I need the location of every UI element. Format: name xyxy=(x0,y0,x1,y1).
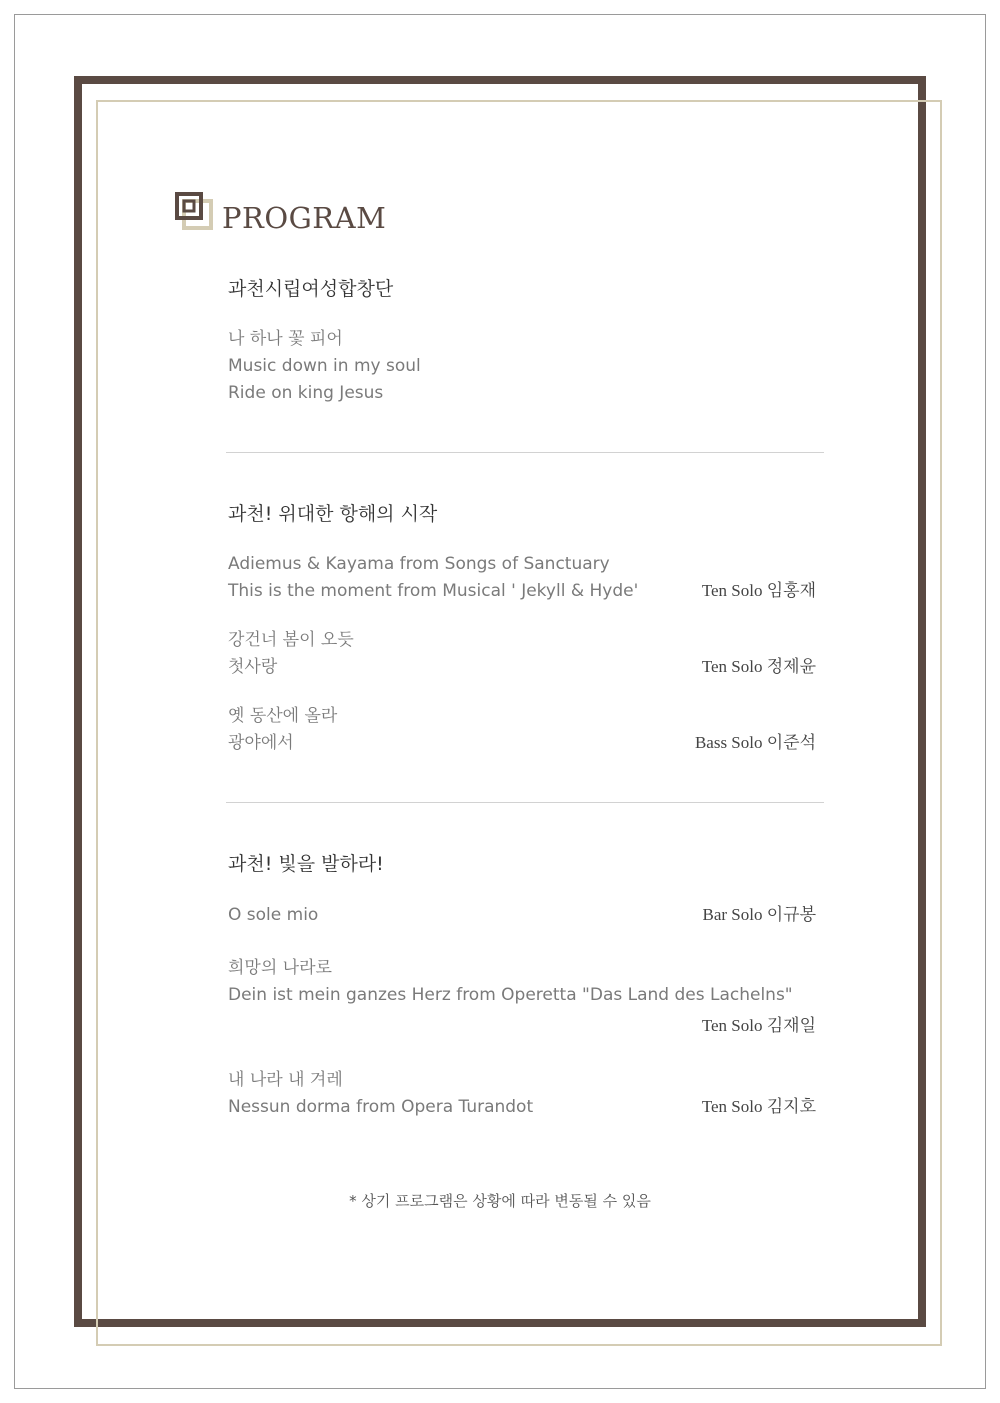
page-title: PROGRAM xyxy=(222,201,387,235)
soloist-label: Ten Solo 김재일 xyxy=(701,1016,816,1035)
program-item: 내 나라 내 겨레 xyxy=(228,1070,343,1090)
program-item: 강건너 봄이 오듯 xyxy=(228,630,354,650)
section-divider xyxy=(226,452,824,453)
program-item: 옛 동산에 올라 xyxy=(228,706,338,726)
program-item: Nessun dorma from Opera Turandot xyxy=(228,1097,534,1117)
program-item: This is the moment from Musical ' Jekyll & Hyde' xyxy=(228,581,639,601)
gold-frame xyxy=(96,100,942,1346)
program-item: 광야에서 xyxy=(228,733,294,753)
soloist-label: Ten Solo 임홍재 xyxy=(701,581,816,600)
soloist-label: Ten Solo 정제윤 xyxy=(701,657,816,676)
program-item: 희망의 나라로 xyxy=(228,958,332,978)
soloist-label: Bass Solo 이준석 xyxy=(694,733,816,752)
footnote: * 상기 프로그램은 상황에 따라 변동될 수 있음 xyxy=(349,1192,651,1210)
section-divider xyxy=(226,802,824,803)
program-item: O sole mio xyxy=(228,905,319,925)
soloist-label: Bar Solo 이규봉 xyxy=(702,905,816,924)
program-item: Dein ist mein ganzes Herz from Operetta "Das Land des Lachelns" xyxy=(228,985,793,1005)
section-title-choir: 과천시립여성합창단 xyxy=(228,278,394,300)
program-item: Music down in my soul xyxy=(228,356,421,376)
program-item: 첫사랑 xyxy=(228,657,278,677)
overlapping-squares-icon xyxy=(175,192,213,230)
soloist-label: Ten Solo 김지호 xyxy=(701,1097,816,1116)
program-item: Ride on king Jesus xyxy=(228,383,384,403)
section-title-voyage: 과천! 위대한 항해의 시작 xyxy=(228,503,438,525)
program-item: Adiemus & Kayama from Songs of Sanctuary xyxy=(228,554,610,574)
program-item: 나 하나 꽃 피어 xyxy=(228,329,343,349)
section-title-shine: 과천! 빛을 발하라! xyxy=(228,853,384,875)
